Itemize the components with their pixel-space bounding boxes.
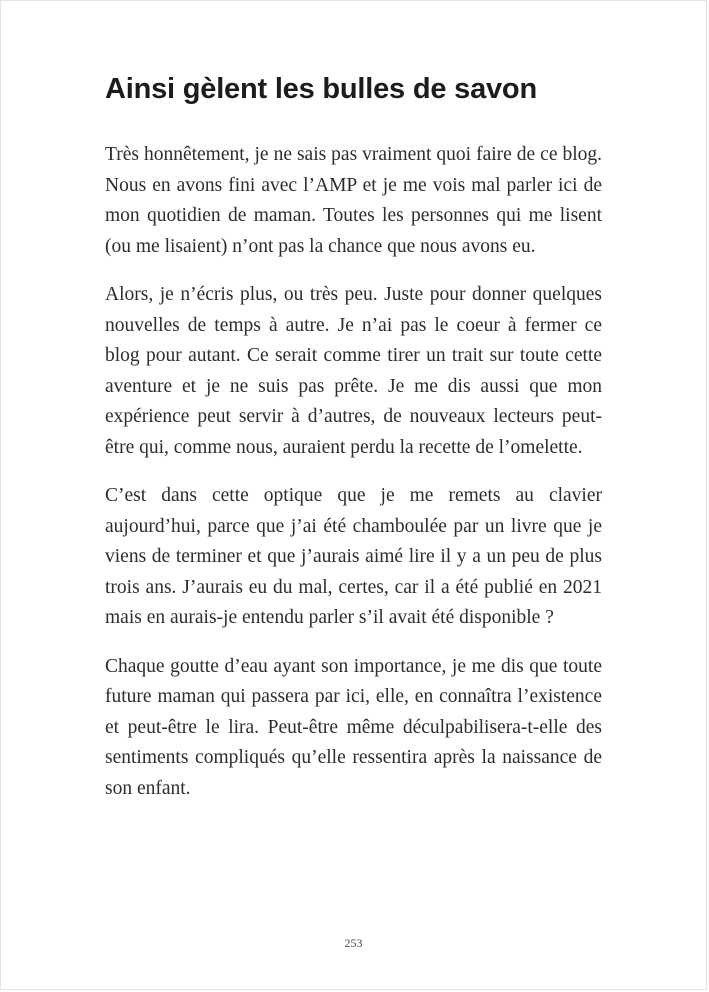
- body-paragraph: Très honnêtement, je ne sais pas vraiment quoi faire de ce blog. Nous en avons fini avec l’AMP et je me vois mal parler ici de mon quotidien de maman. Toutes les personnes qui me lisent (ou me lisaient) n’ont pas la chance que nous avons eu.: [105, 144, 602, 257]
- page-number: 253: [344, 936, 363, 950]
- page-content: [1, 1, 706, 804]
- page-title: Ainsi gèlent les bulles de savon: [105, 73, 537, 105]
- body-paragraph: Chaque goutte d’eau ayant son importance, je me dis que toute future maman qui passera par ici, elle, en connaîtra l’existence et peut-être le lira. Peut-être même déculpabilisera-t-elle des sentiments compliqués qu’elle ressentira après la naissance de son enfant.: [105, 655, 602, 799]
- body-paragraph: Alors, je n’écris plus, ou très peu. Juste pour donner quelques nouvelles de temps à autre. Je n’ai pas le coeur à fermer ce blog pour autant. Ce serait comme tirer un trait sur toute cette aventure et je ne suis pas prête. Je me dis aussi que mon expérience peut servir à d’autres, de nouveaux lecteurs peut-être qui, comme nous, auraient perdu la recette de l’omelette.: [105, 284, 602, 458]
- body-paragraph: C’est dans cette optique que je me remets au clavier aujourd’hui, parce que j’ai été chamboulée par un livre que je viens de terminer et que j’aurais aimé lire il y a un peu de plus trois ans. J’aurais eu du mal, certes, car il a été publié en 2021 mais en aurais-je entendu parler s’il avait été disponible ?: [105, 485, 602, 629]
